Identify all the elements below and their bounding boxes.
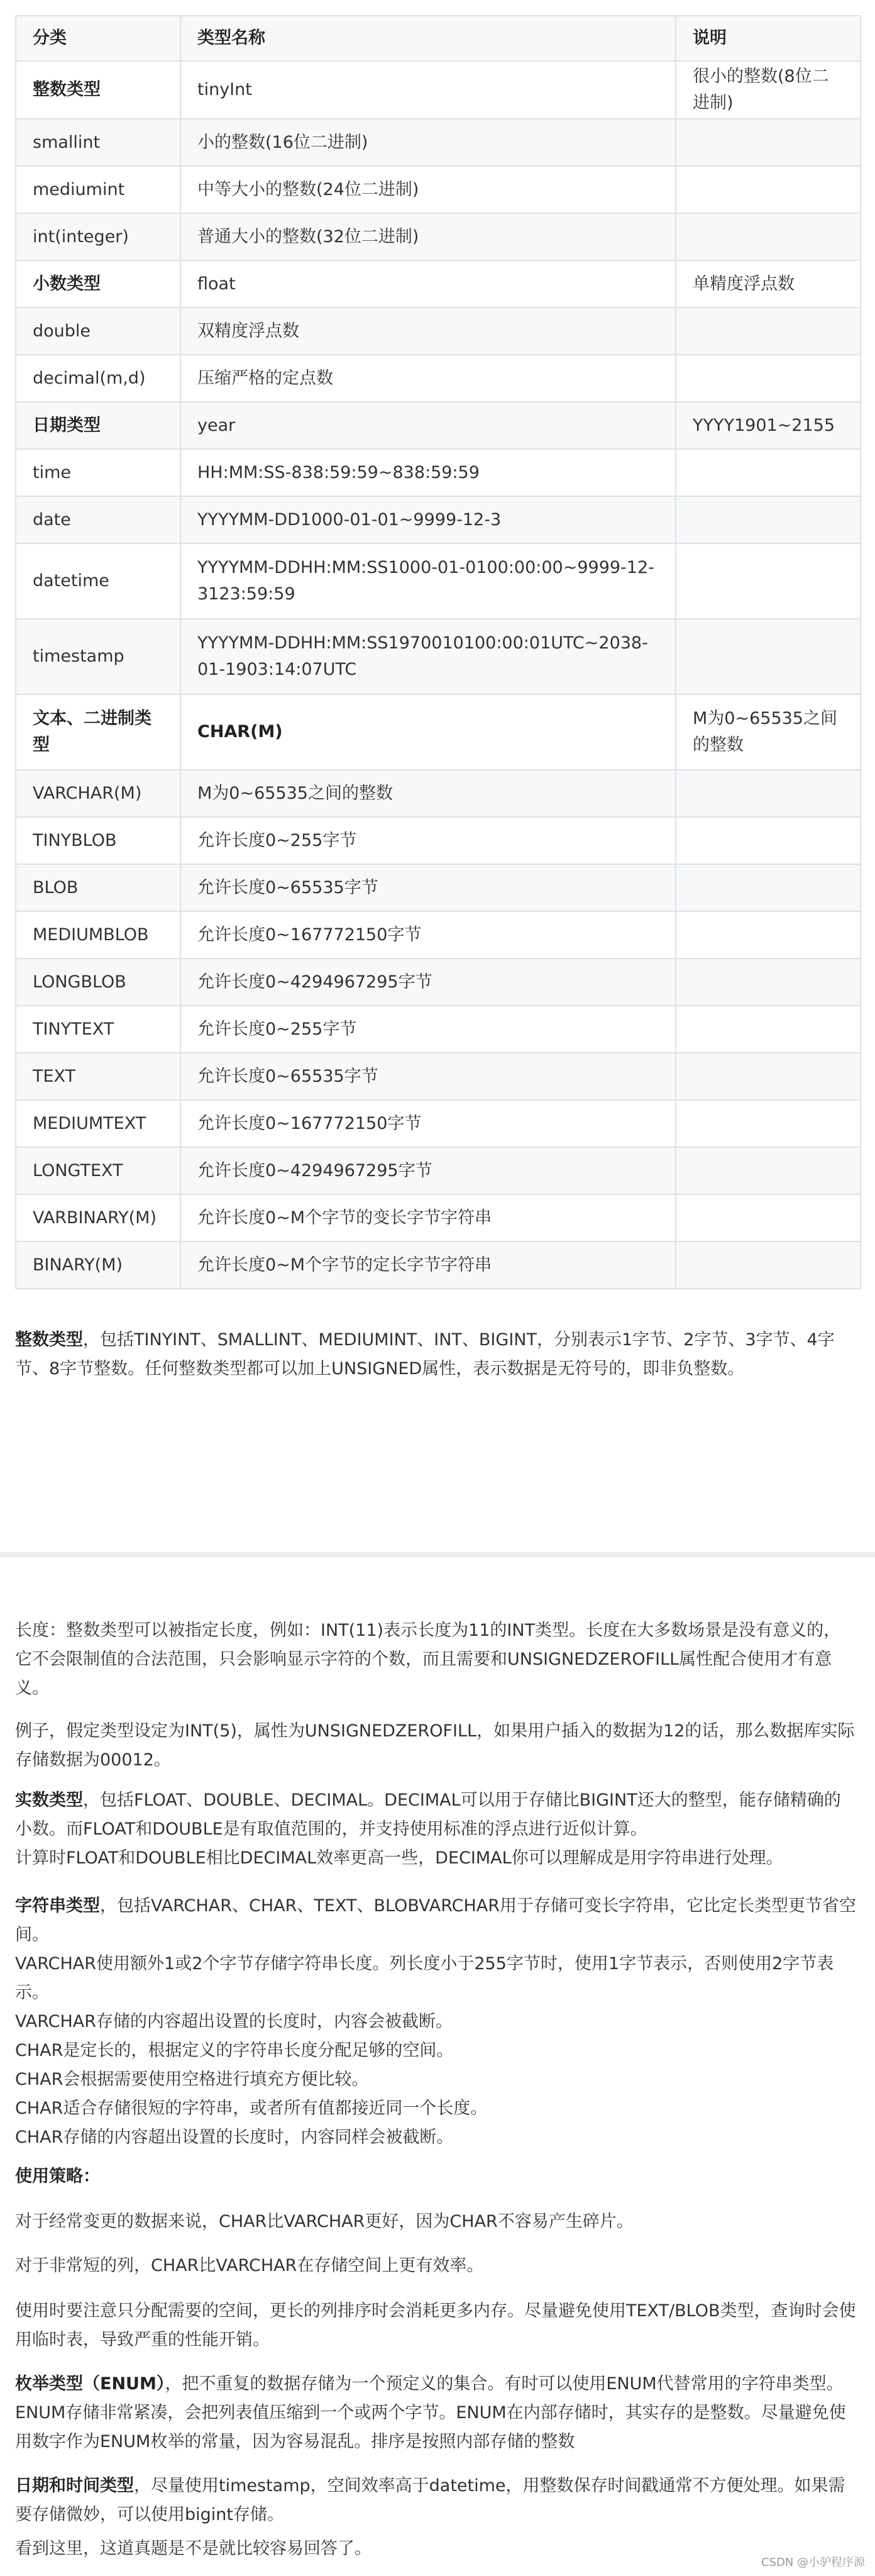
cell-note <box>676 355 861 402</box>
cell-note <box>676 864 861 911</box>
cell-type-name: 允许长度0~65535字节 <box>180 1053 676 1100</box>
enum-paragraph <box>15 2370 857 2457</box>
real-type-bold: 实数类型 <box>15 1790 83 1810</box>
table-row <box>16 166 861 213</box>
mysql-type-table <box>15 15 861 1289</box>
strategy-item-1: 对于经常变更的数据来说，CHAR比VARCHAR更好，因为CHAR不容易产生碎片。 <box>15 2212 634 2231</box>
strategy-title <box>15 2162 857 2191</box>
table-row <box>16 694 861 770</box>
enum-text: ，把不重复的数据存储为一个预定义的集合。有时可以使用ENUM代替常用的字符串类型。ENUM存储非常紧凑，会把列表值压缩到一个或两个字节。ENUM在内部存储时，其实存的是整数。尽量避免使用数字作为ENUM枚举的常量，因为容易混乱。排序是按照内部存储的整数 <box>15 2374 846 2451</box>
cell-note: 很小的整数(8位二进制) <box>676 61 861 119</box>
cell-type-name: tinyInt <box>180 61 676 119</box>
cell-type-name: HH:MM:SS-838:59:59~838:59:59 <box>180 449 676 496</box>
watermark: CSDN @小驴程序源 <box>761 2556 865 2569</box>
cell-type-name: 允许长度0~167772150字节 <box>180 1100 676 1147</box>
cell-category: time <box>16 449 180 496</box>
datetime-bold: 日期和时间类型 <box>15 2476 134 2496</box>
cell-category: TEXT <box>16 1053 180 1100</box>
table-row <box>16 308 861 355</box>
cell-category: TINYTEXT <box>16 1006 180 1053</box>
cell-type-name: 允许长度0~255字节 <box>180 817 676 864</box>
cell-note <box>676 911 861 958</box>
cell-note <box>676 1194 861 1241</box>
cell-category: TINYBLOB <box>16 817 180 864</box>
cell-type-name: CHAR(M) <box>180 694 676 770</box>
table-row <box>16 260 861 308</box>
cell-category: mediumint <box>16 166 180 213</box>
table-row <box>16 619 861 694</box>
cell-category: decimal(m,d) <box>16 355 180 402</box>
table-row <box>16 1053 861 1100</box>
table-row <box>16 543 861 619</box>
cell-category: VARBINARY(M) <box>16 1194 180 1241</box>
cell-category: date <box>16 496 180 543</box>
string-line: VARCHAR使用额外1或2个字节存储字符串长度。列长度小于255字节时，使用1字节表示，否则使用2字节表示。 <box>15 1954 834 2002</box>
cell-note: YYYY1901~2155 <box>676 402 861 449</box>
table-row <box>16 864 861 911</box>
table-row <box>16 496 861 543</box>
cell-type-name: 双精度浮点数 <box>180 308 676 355</box>
cell-note <box>676 817 861 864</box>
table-row <box>16 1194 861 1241</box>
cell-note <box>676 619 861 694</box>
cell-category: double <box>16 308 180 355</box>
cell-category: LONGTEXT <box>16 1147 180 1194</box>
cell-note <box>676 543 861 619</box>
table-header-row <box>16 16 861 61</box>
strategy-item-3: 使用时要注意只分配需要的空间，更长的列排序时会消耗更多内存。尽量避免使用TEXT/BLOB类型，查询时会使用临时表，导致严重的性能开销。 <box>15 2301 856 2350</box>
string-line: CHAR适合存储很短的字符串，或者所有值都接近同一个长度。 <box>15 2099 488 2118</box>
cell-note <box>676 308 861 355</box>
cell-type-name: YYYYMM-DDHH:MM:SS1000-01-0100:00:00~9999-12-3123:59:59 <box>180 543 676 619</box>
table-row <box>16 213 861 260</box>
enum-bold: 枚举类型（ENUM） <box>15 2374 165 2394</box>
cell-category: LONGBLOB <box>16 958 180 1006</box>
header-note: 说明 <box>676 16 861 61</box>
string-line: CHAR存储的内容超出设置的长度时，内容同样会被截断。 <box>15 2128 454 2147</box>
table-row <box>16 958 861 1006</box>
cell-type-name: 允许长度0~4294967295字节 <box>180 958 676 1006</box>
real-type-line2: 计算时FLOAT和DOUBLE相比DECIMAL效率更高一些，DECIMAL你可以理解成是用字符串进行处理。 <box>15 1848 783 1868</box>
strategy-item-2: 对于非常短的列，CHAR比VARCHAR在存储空间上更有效率。 <box>15 2256 484 2275</box>
string-type-bold: 字符串类型 <box>15 1896 100 1916</box>
cell-note <box>676 958 861 1006</box>
string-line: CHAR会根据需要使用空格进行填充方便比较。 <box>15 2070 369 2089</box>
cell-type-name: 允许长度0~4294967295字节 <box>180 1147 676 1194</box>
real-type-text: ，包括FLOAT、DOUBLE、DECIMAL。DECIMAL可以用于存储比BIGINT还大的整型，能存储精确的小数。而FLOAT和DOUBLE是有取值范围的，并支持使用标准的浮点进行近似计算。 <box>15 1790 841 1839</box>
cell-note <box>676 119 861 166</box>
type-table-wrapper <box>15 15 860 1289</box>
header-category: 分类 <box>16 16 180 61</box>
cell-category: datetime <box>16 543 180 619</box>
table-row <box>16 1006 861 1053</box>
cell-note <box>676 213 861 260</box>
cell-type-name: 小的整数(16位二进制) <box>180 119 676 166</box>
cell-type-name: M为0~65535之间的整数 <box>180 770 676 817</box>
datetime-text: ，尽量使用timestamp，空间效率高于datetime，用整数保存时间戳通常不方便处理。如果需要存储微妙，可以使用bigint存储。 <box>15 2476 845 2524</box>
cell-type-name: 允许长度0~255字节 <box>180 1006 676 1053</box>
cell-note <box>676 1006 861 1053</box>
cell-category: 文本、二进制类型 <box>16 694 180 770</box>
cell-category: 日期类型 <box>16 402 180 449</box>
cell-category: MEDIUMTEXT <box>16 1100 180 1147</box>
string-type-paragraph <box>15 1892 857 2152</box>
table-row <box>16 817 861 864</box>
cell-category: MEDIUMBLOB <box>16 911 180 958</box>
datetime-paragraph <box>15 2472 857 2529</box>
cell-category: VARCHAR(M) <box>16 770 180 817</box>
cell-note <box>676 496 861 543</box>
cell-type-name: float <box>180 260 676 308</box>
table-row <box>16 402 861 449</box>
cell-type-name: YYYYMM-DDHH:MM:SS1970010100:00:01UTC~2038-01-1903:14:07UTC <box>180 619 676 694</box>
cell-category: BLOB <box>16 864 180 911</box>
string-line: CHAR是定长的，根据定义的字符串长度分配足够的空间。 <box>15 2041 454 2060</box>
cell-note <box>676 770 861 817</box>
cell-note <box>676 1053 861 1100</box>
cell-type-name: 允许长度0~167772150字节 <box>180 911 676 958</box>
cell-note: 单精度浮点数 <box>676 260 861 308</box>
string-line: VARCHAR存储的内容超出设置的长度时，内容会被截断。 <box>15 2012 453 2031</box>
table-row <box>16 1100 861 1147</box>
table-row <box>16 911 861 958</box>
length-paragraph: 长度：整数类型可以被指定长度，例如：INT(11)表示长度为11的INT类型。长度在大多数场景是没有意义的，它不会限制值的合法范围，只会影响显示字符的个数，而且需要和UNSIGNEDZEROFILL属性配合使用才有意义。 <box>15 1621 841 1698</box>
cell-note <box>676 1147 861 1194</box>
cell-category: BINARY(M) <box>16 1241 180 1289</box>
table-row <box>16 119 861 166</box>
cell-category: 整数类型 <box>16 61 180 119</box>
cell-type-name: 允许长度0~M个字节的变长字节字符串 <box>180 1194 676 1241</box>
cell-type-name: YYYYMM-DD1000-01-01~9999-12-3 <box>180 496 676 543</box>
table-row <box>16 449 861 496</box>
cell-note <box>676 166 861 213</box>
example-paragraph: 例子，假定类型设定为INT(5)，属性为UNSIGNEDZEROFILL，如果用户插入的数据为12的话，那么数据库实际存储数据为00012。 <box>15 1721 855 1770</box>
int-summary-bold: 整数类型 <box>15 1330 83 1350</box>
cell-note <box>676 1241 861 1289</box>
cell-category: int(integer) <box>16 213 180 260</box>
cell-note <box>676 449 861 496</box>
cell-category: timestamp <box>16 619 180 694</box>
cell-type-name: 中等大小的整数(24位二进制) <box>180 166 676 213</box>
table-row <box>16 1147 861 1194</box>
cell-type-name: 允许长度0~M个字节的定长字节字符串 <box>180 1241 676 1289</box>
table-row <box>16 1241 861 1289</box>
cell-type-name: 允许长度0~65535字节 <box>180 864 676 911</box>
cell-type-name: year <box>180 402 676 449</box>
cell-note <box>676 1100 861 1147</box>
int-summary-text: ，包括TINYINT、SMALLINT、MEDIUMINT、INT、BIGINT，分别表示1字节、2字节、3字节、4字节、8字节整数。任何整数类型都可以加上UNSIGNED属性，表示数据是无符号的，即非负整数。 <box>15 1330 835 1379</box>
cell-type-name: 压缩严格的定点数 <box>180 355 676 402</box>
cell-type-name: 普通大小的整数(32位二进制) <box>180 213 676 260</box>
section-divider <box>0 1552 875 1557</box>
table-row <box>16 770 861 817</box>
string-type-text: ，包括VARCHAR、CHAR、TEXT、BLOBVARCHAR用于存储可变长字符串，它比定长类型更节省空间。 <box>15 1896 857 1945</box>
table-row <box>16 355 861 402</box>
real-type-paragraph <box>15 1786 857 1873</box>
header-type-name: 类型名称 <box>180 16 676 61</box>
table-row <box>16 61 861 119</box>
cell-category: 小数类型 <box>16 260 180 308</box>
strategy-title-text: 使用策略： <box>15 2167 100 2186</box>
closing-paragraph: 看到这里，这道真题是不是就比较容易回答了。 <box>15 2539 371 2558</box>
cell-note: M为0~65535之间的整数 <box>676 694 861 770</box>
int-summary-paragraph <box>15 1326 857 1384</box>
cell-category: smallint <box>16 119 180 166</box>
